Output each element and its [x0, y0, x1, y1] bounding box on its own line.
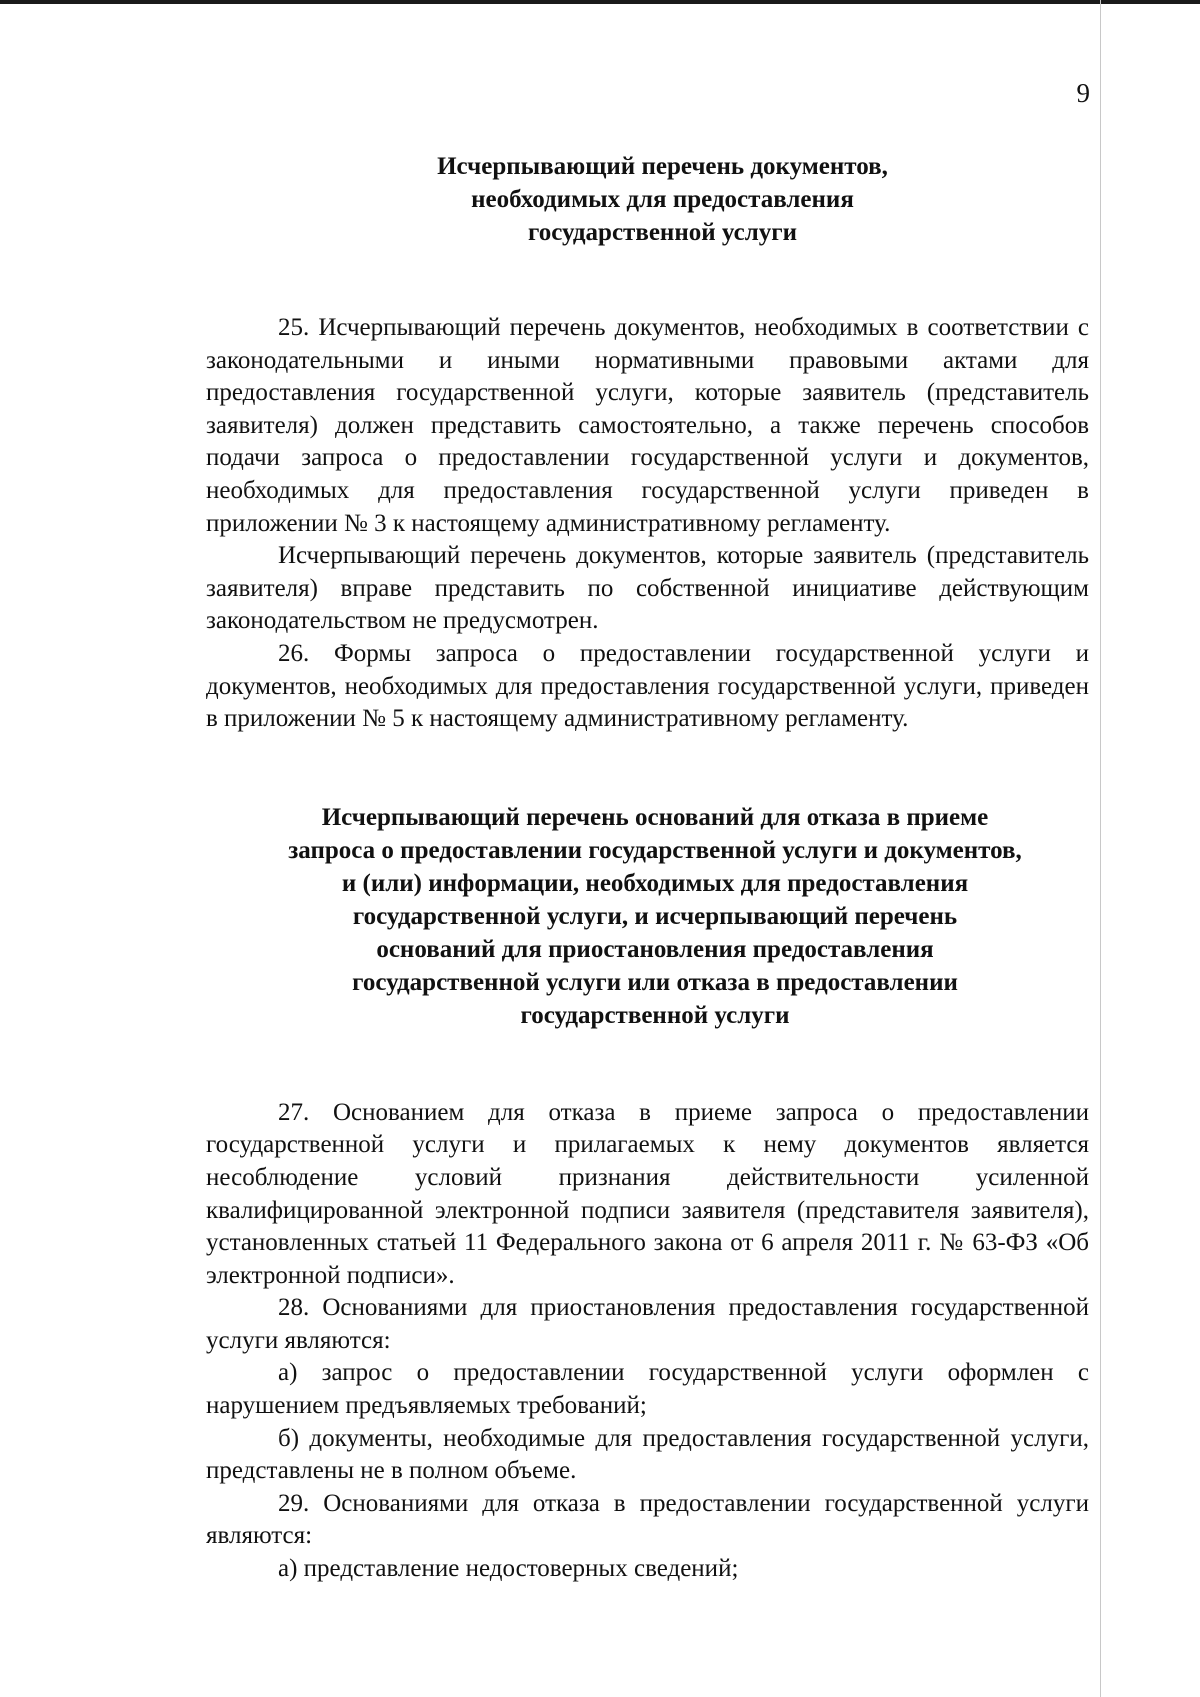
- heading-line: Исчерпывающий перечень оснований для отказа в приеме: [321, 803, 989, 831]
- paragraph-28-item-b: б) документы, необходимые для предоставления государственной услуги, представлены не в полном объеме.: [206, 1424, 1089, 1485]
- heading-line: Исчерпывающий перечень документов,: [437, 153, 888, 180]
- scan-edge-line: [1100, 0, 1101, 1697]
- section-refusal-grounds-body: [206, 1097, 1089, 1586]
- heading-line: государственной услуги или отказа в предоставлении: [352, 968, 958, 996]
- section-heading-documents-list: [236, 150, 1089, 249]
- heading-line: государственной услуги, и исчерпывающий перечень: [352, 902, 958, 930]
- paragraph-25: 25. Исчерпывающий перечень документов, необходимых в соответствии с законодательными и иными нормативными правовыми актами для предоставления государственной услуги, которые заявитель (представитель заявителя) должен представить самостоятельно, а также перечень способов подачи запроса о предоставлении государственной услуги и документов, необходимых для предоставления государственной услуги приведен в приложении № 3 к настоящему административному регламенту.: [206, 314, 1089, 537]
- paragraph-25-continued: Исчерпывающий перечень документов, которые заявитель (представитель заявителя) вправе представить по собственной инициативе действующим законодательством не предусмотрен.: [206, 542, 1089, 635]
- paragraph-27: 27. Основанием для отказа в приеме запроса о предоставлении государственной услуги и прилагаемых к нему документов является несоблюдение условий признания действительности усиленной квалифицированной электронной подписи заявителя (представителя заявителя), установленных статьей 11 Федерального закона от 6 апреля 2011 г. № 63-ФЗ «Об электронной подписи».: [206, 1098, 1089, 1289]
- paragraph-28-item-a: а) запрос о предоставлении государственной услуги оформлен с нарушением предъявляемых требований;: [206, 1359, 1089, 1420]
- heading-line: государственной услуги: [520, 1001, 790, 1029]
- document-body: [206, 150, 1089, 1586]
- section-documents-list-body: [206, 312, 1089, 736]
- paragraph-29: 29. Основаниями для отказа в предоставлении государственной услуги являются:: [206, 1489, 1089, 1550]
- scan-top-border: [0, 0, 1200, 4]
- heading-line: оснований для приостановления предоставления: [376, 935, 934, 963]
- paragraph-28: 28. Основаниями для приостановления предоставления государственной услуги являются:: [206, 1294, 1089, 1354]
- heading-line: государственной услуги: [527, 219, 798, 246]
- paragraph-29-item-a: а) представление недостоверных сведений;: [278, 1555, 739, 1583]
- heading-line: и (или) информации, необходимых для предоставления: [341, 869, 969, 897]
- paragraph-26: 26. Формы запроса о предоставлении государственной услуги и документов, необходимых для предоставления государственной услуги, приведен в приложении № 5 к настоящему административному регламенту.: [206, 639, 1089, 733]
- page-number: 9: [1076, 78, 1090, 108]
- heading-line: запроса о предоставлении государственной услуги и документов,: [288, 836, 1022, 864]
- heading-line: необходимых для предоставления: [471, 186, 854, 213]
- section-heading-refusal-grounds: [221, 801, 1089, 1032]
